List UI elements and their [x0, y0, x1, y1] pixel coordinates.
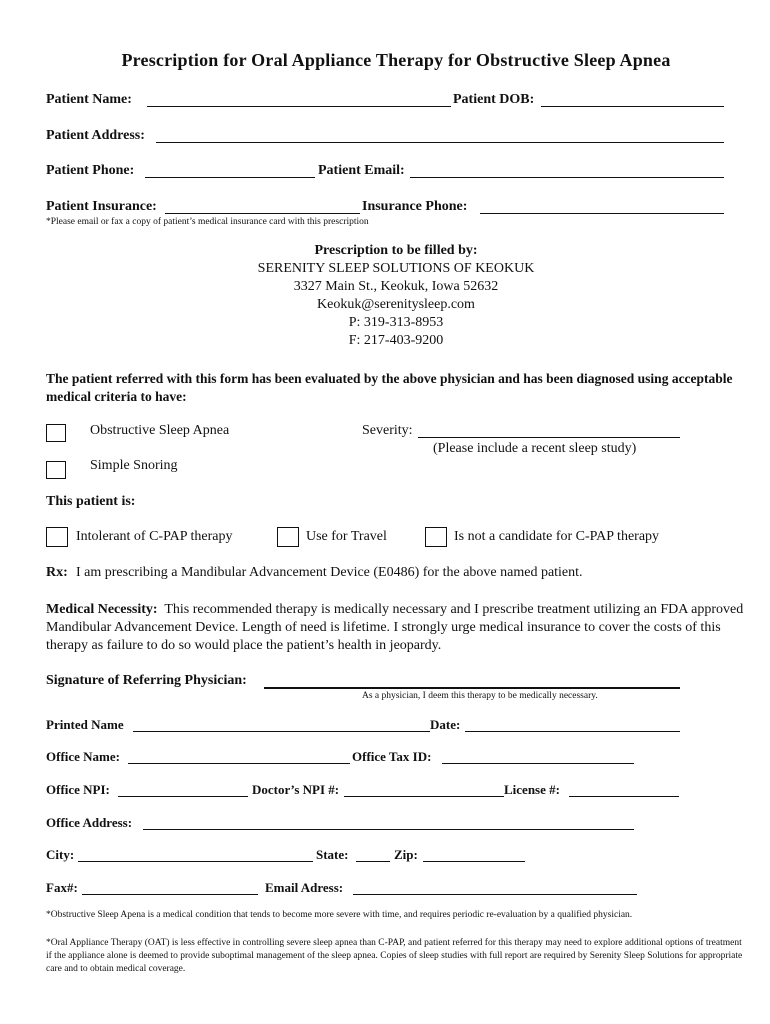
insurance-phone-label: Insurance Phone: [362, 199, 468, 214]
zip-label: Zip: [394, 847, 418, 862]
filler-fax: F: 217-403-9200 [348, 333, 444, 348]
patient-address-field[interactable] [156, 142, 724, 143]
patient-dob-label: Patient DOB: [453, 92, 535, 107]
patient-email-label: Patient Email: [318, 163, 405, 178]
rx-label: Rx: [46, 565, 68, 580]
insurance-note: *Please email or fax a copy of patient’s medical insurance card with this prescription [46, 217, 369, 227]
date-field[interactable] [465, 731, 680, 732]
city-field[interactable] [78, 861, 313, 862]
signature-note: As a physician, I deem this therapy to be medically necessary. [362, 691, 598, 701]
osa-label: Obstructive Sleep Apnea [90, 423, 230, 438]
state-label: State: [316, 847, 349, 862]
travel-label: Use for Travel [306, 529, 387, 544]
state-field[interactable] [356, 861, 390, 862]
rx-text: I am prescribing a Mandibular Advancement Device (E0486) for the above named patient. [76, 565, 583, 580]
patient-dob-field[interactable] [541, 106, 724, 107]
severity-note: (Please include a recent sleep study) [433, 441, 637, 456]
signature-field[interactable] [264, 687, 680, 689]
filler-email: Keokuk@serenitysleep.com [317, 297, 475, 312]
patient-is-heading: This patient is: [46, 494, 136, 509]
office-address-field[interactable] [143, 829, 634, 830]
diagnosis-intro: The patient referred with this form has been evaluated by the above physician and has been diagnosed using acceptable medical criteria to have: [46, 371, 733, 404]
office-npi-field[interactable] [118, 796, 248, 797]
office-tax-field[interactable] [442, 763, 634, 764]
necessity-text: This recommended therapy is medically necessary and I prescribe treatment utilizing an FDA approved Mandibular Advancement Device. Length of need is lifetime. I strongly urge medical insurance to cover the costs of this therapy as failure to do so would place the patient’s health in jeopardy. [46, 602, 744, 653]
office-address-label: Office Address: [46, 815, 133, 830]
patient-insurance-field[interactable] [165, 213, 360, 214]
patient-name-field[interactable] [147, 106, 451, 107]
snoring-checkbox[interactable] [46, 461, 66, 479]
doctor-npi-label: Doctor’s NPI #: [252, 782, 340, 797]
email-field[interactable] [353, 894, 637, 895]
travel-checkbox[interactable] [277, 527, 299, 547]
filler-phone: P: 319-313-8953 [348, 315, 444, 330]
footnote-osa: *Obstructive Sleep Apena is a medical condition that tends to become more severe with time, and requires periodic re-evaluation by a qualified physician. [46, 910, 633, 920]
patient-phone-field[interactable] [145, 177, 315, 178]
zip-field[interactable] [423, 861, 525, 862]
office-tax-label: Office Tax ID: [352, 749, 432, 764]
severity-label: Severity: [362, 423, 413, 438]
intolerant-label: Intolerant of C-PAP therapy [76, 529, 233, 544]
doctor-npi-field[interactable] [344, 796, 504, 797]
office-npi-label: Office NPI: [46, 782, 110, 797]
filler-address: 3327 Main St., Keokuk, Iowa 52632 [293, 279, 499, 294]
osa-checkbox[interactable] [46, 424, 66, 442]
page-title: Prescription for Oral Appliance Therapy for Obstructive Sleep Apnea [121, 50, 671, 70]
license-field[interactable] [569, 796, 679, 797]
not-candidate-checkbox[interactable] [425, 527, 447, 547]
signature-label: Signature of Referring Physician: [46, 673, 247, 688]
office-name-field[interactable] [128, 763, 350, 764]
filler-heading: Prescription to be filled by: [314, 243, 478, 258]
severity-field[interactable] [418, 437, 680, 438]
patient-email-field[interactable] [410, 177, 724, 178]
printed-name-field[interactable] [133, 731, 430, 732]
printed-name-label: Printed Name [46, 717, 124, 732]
medical-necessity [46, 601, 756, 655]
email-label: Email Adress: [265, 880, 344, 895]
patient-name-label: Patient Name: [46, 92, 132, 107]
patient-phone-label: Patient Phone: [46, 163, 135, 178]
fax-field[interactable] [82, 894, 258, 895]
insurance-phone-field[interactable] [480, 213, 724, 214]
patient-insurance-label: Patient Insurance: [46, 199, 157, 214]
footnote-oat: *Oral Appliance Therapy (OAT) is less effective in controlling severe sleep apnea than C-PAP, and patient referred for this therapy may need to explore additional options of treatment if the appliance alone is deemed to provide suboptimal management of the sleep apnea. Copies of sleep studies with full report are required by Serenity Sleep Solutions for appropriate care and to obtain medical coverage. [46, 938, 743, 974]
date-label: Date: [430, 717, 461, 732]
city-label: City: [46, 847, 75, 862]
fax-label: Fax#: [46, 880, 78, 895]
not-candidate-label: Is not a candidate for C-PAP therapy [454, 529, 660, 544]
license-label: License #: [504, 782, 560, 797]
intolerant-checkbox[interactable] [46, 527, 68, 547]
necessity-label: Medical Necessity: [46, 602, 158, 617]
filler-name: SERENITY SLEEP SOLUTIONS OF KEOKUK [257, 261, 535, 276]
patient-address-label: Patient Address: [46, 128, 145, 143]
office-name-label: Office Name: [46, 749, 120, 764]
snoring-label: Simple Snoring [90, 458, 178, 473]
